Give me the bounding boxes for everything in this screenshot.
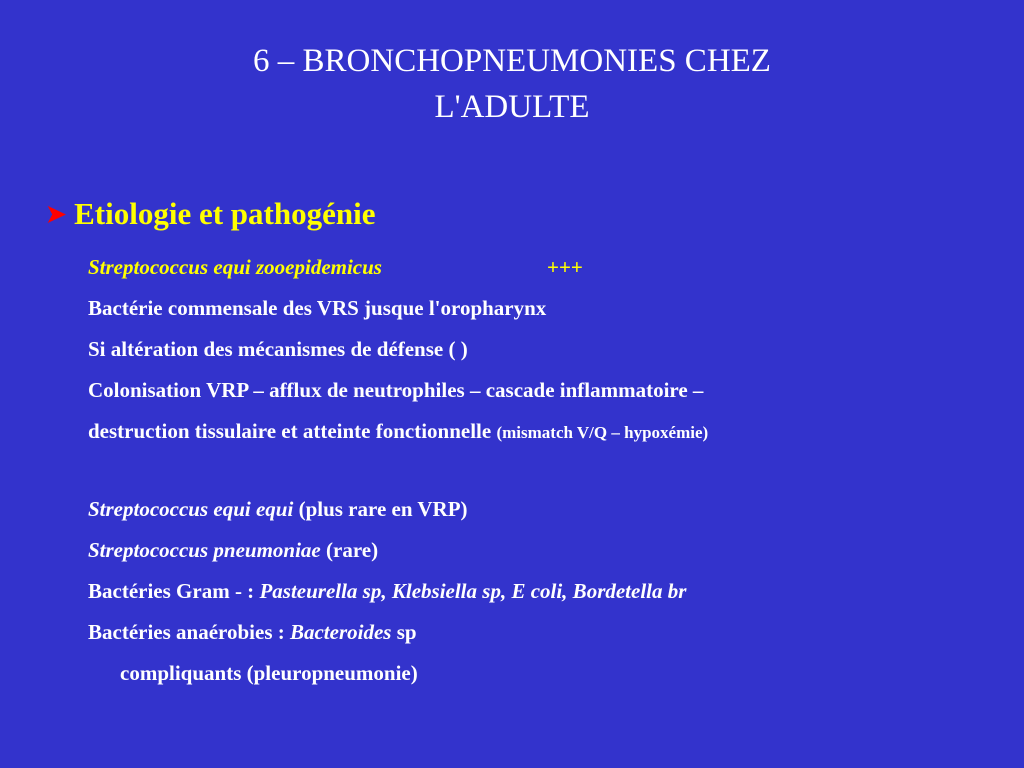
species-zooepidemicus: Streptococcus equi zooepidemicus: [88, 255, 382, 279]
pneumoniae-note: (rare): [326, 538, 379, 562]
anaerobes-suffix: sp: [396, 620, 417, 644]
destruction-text: destruction tissulaire et atteinte fonctionnelle: [88, 419, 492, 443]
arrow-right-icon: ➤: [46, 202, 67, 228]
species-equi-equi: Streptococcus equi equi: [88, 497, 294, 521]
line-gram-negative: [88, 577, 686, 605]
frequency-mark: +++: [547, 255, 583, 279]
gram-negative-prefix: Bactéries Gram - :: [88, 579, 255, 603]
line-zooepidemicus: [88, 253, 583, 281]
line-anaerobes: [88, 618, 417, 646]
heading-text: Etiologie et pathogénie: [74, 196, 376, 231]
anaerobes-species: Bacteroides: [289, 620, 392, 644]
title-line-2: L'ADULTE: [434, 89, 590, 125]
line-colonisation: Colonisation VRP – afflux de neutrophiles – cascade inflammatoire –: [88, 378, 704, 402]
anaerobes-prefix: Bactéries anaérobies :: [88, 620, 285, 644]
line-pneumoniae: [88, 536, 378, 564]
line-equi-equi: [88, 495, 468, 523]
title-line-1: 6 – BRONCHOPNEUMONIES CHEZ: [253, 43, 771, 79]
line-compliquants: compliquants (pleuropneumonie): [120, 661, 418, 685]
gram-negative-species: Pasteurella sp, Klebsiella sp, E coli, Bordetella br: [259, 579, 687, 603]
line-alteration: Si altération des mécanismes de défense ( ): [88, 337, 468, 361]
destruction-note: (mismatch V/Q – hypoxémie): [496, 423, 709, 442]
line-commensale: Bactérie commensale des VRS jusque l'oropharynx: [88, 296, 547, 320]
species-pneumoniae: Streptococcus pneumoniae: [88, 538, 321, 562]
line-destruction: [88, 417, 708, 447]
slide-title: [0, 38, 1024, 130]
equi-equi-note: (plus rare en VRP): [298, 497, 468, 521]
section-heading: [46, 196, 375, 232]
